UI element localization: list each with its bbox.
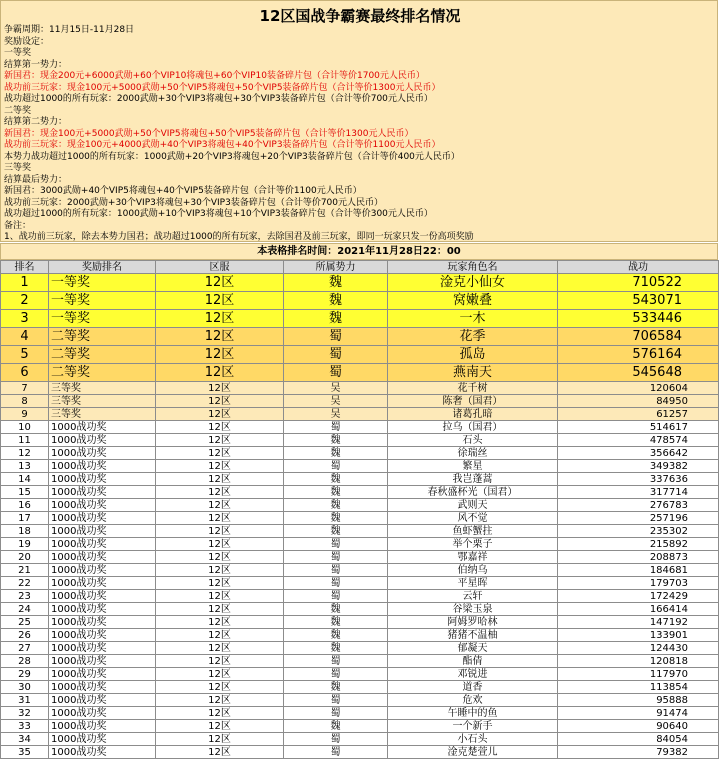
faction-cell: 魏 [284, 310, 388, 328]
award-cell: 1000战功奖 [49, 746, 156, 759]
faction-cell: 魏 [284, 473, 388, 486]
merit-cell: 257196 [558, 512, 719, 525]
award-cell: 1000战功奖 [49, 590, 156, 603]
table-row [1, 720, 719, 733]
table-row [1, 512, 719, 525]
table-row [1, 274, 719, 292]
faction-cell: 魏 [284, 603, 388, 616]
server-cell: 12区 [156, 720, 284, 733]
merit-cell: 533446 [558, 310, 719, 328]
merit-cell: 133901 [558, 629, 719, 642]
player-cell: 一个新手 [388, 720, 558, 733]
rank-cell: 35 [1, 746, 49, 759]
award-cell: 1000战功奖 [49, 720, 156, 733]
ranking-time-banner: 本表格排名时间：2021年11月28日22：00 [0, 243, 718, 260]
award-cell: 1000战功奖 [49, 499, 156, 512]
server-cell: 12区 [156, 668, 284, 681]
server-cell: 12区 [156, 408, 284, 421]
header-server: 区服 [156, 261, 284, 274]
rank-cell: 32 [1, 707, 49, 720]
award-cell: 1000战功奖 [49, 694, 156, 707]
ranking-table [0, 260, 719, 759]
award-cell: 1000战功奖 [49, 733, 156, 746]
rank-cell: 19 [1, 538, 49, 551]
player-cell: 诸葛孔暗 [388, 408, 558, 421]
award-cell: 1000战功奖 [49, 460, 156, 473]
player-cell: 我岂蓬蒿 [388, 473, 558, 486]
server-cell: 12区 [156, 746, 284, 759]
merit-cell: 349382 [558, 460, 719, 473]
faction-cell: 魏 [284, 616, 388, 629]
header-faction: 所属势力 [284, 261, 388, 274]
table-row [1, 382, 719, 395]
header-player: 玩家角色名 [388, 261, 558, 274]
merit-cell: 235302 [558, 525, 719, 538]
server-cell: 12区 [156, 525, 284, 538]
server-cell: 12区 [156, 681, 284, 694]
merit-cell: 166414 [558, 603, 719, 616]
merit-cell: 79382 [558, 746, 719, 759]
rank-cell: 10 [1, 421, 49, 434]
server-cell: 12区 [156, 395, 284, 408]
player-cell: 风不觉 [388, 512, 558, 525]
rank-cell: 27 [1, 642, 49, 655]
table-row [1, 694, 719, 707]
award-cell: 1000战功奖 [49, 551, 156, 564]
award-cell: 一等奖 [49, 310, 156, 328]
award-cell: 三等奖 [49, 382, 156, 395]
server-cell: 12区 [156, 655, 284, 668]
player-cell: 拉乌（国君） [388, 421, 558, 434]
merit-cell: 84054 [558, 733, 719, 746]
player-cell: 淦克楚萱儿 [388, 746, 558, 759]
player-cell: 花千树 [388, 382, 558, 395]
player-cell: 午睡中的鱼 [388, 707, 558, 720]
rank-cell: 33 [1, 720, 49, 733]
award-cell: 三等奖 [49, 408, 156, 421]
rank-cell: 26 [1, 629, 49, 642]
header-merit: 战功 [558, 261, 719, 274]
merit-cell: 478574 [558, 434, 719, 447]
faction-cell: 蜀 [284, 460, 388, 473]
player-cell: 鱼虾蟹拄 [388, 525, 558, 538]
faction-cell: 蜀 [284, 590, 388, 603]
merit-cell: 337636 [558, 473, 719, 486]
award-cell: 1000战功奖 [49, 668, 156, 681]
merit-cell: 215892 [558, 538, 719, 551]
rank-cell: 30 [1, 681, 49, 694]
info-line: 结算第一势力： [4, 59, 68, 70]
server-cell: 12区 [156, 603, 284, 616]
faction-cell: 蜀 [284, 707, 388, 720]
table-row [1, 577, 719, 590]
player-cell: 举个栗子 [388, 538, 558, 551]
award-cell: 1000战功奖 [49, 577, 156, 590]
info-line: 争霸周期：11月15日-11月28日 [4, 25, 135, 35]
rank-cell: 21 [1, 564, 49, 577]
rank-cell: 12 [1, 447, 49, 460]
info-line: 战功前三玩家：2000武勋+30个VIP3将魂包+30个VIP3装备碎片包（合计等价700元人民币） [4, 197, 383, 208]
table-row [1, 473, 719, 486]
faction-cell: 蜀 [284, 551, 388, 564]
player-cell: 窝嫩叠 [388, 292, 558, 310]
info-line: 战功前三玩家：现金100元+4000武勋+40个VIP3将魂包+40个VIP3装备碎片包（合计等价1100元人民币） [4, 140, 441, 150]
merit-cell: 90640 [558, 720, 719, 733]
table-row [1, 616, 719, 629]
faction-cell: 吴 [284, 395, 388, 408]
table-row [1, 292, 719, 310]
merit-cell: 120604 [558, 382, 719, 395]
server-cell: 12区 [156, 310, 284, 328]
faction-cell: 魏 [284, 525, 388, 538]
info-line: 战功超过1000的所有玩家：2000武勋+30个VIP3将魂包+30个VIP3装备碎片包（合计等价700元人民币） [4, 94, 433, 104]
table-row [1, 310, 719, 328]
rank-cell: 11 [1, 434, 49, 447]
faction-cell: 蜀 [284, 655, 388, 668]
award-cell: 1000战功奖 [49, 434, 156, 447]
award-cell: 1000战功奖 [49, 707, 156, 720]
faction-cell: 魏 [284, 447, 388, 460]
merit-cell: 706584 [558, 328, 719, 346]
player-cell: 猪猪不温柚 [388, 629, 558, 642]
award-cell: 1000战功奖 [49, 564, 156, 577]
merit-cell: 91474 [558, 707, 719, 720]
info-line: 二等奖 [4, 105, 32, 116]
table-row [1, 538, 719, 551]
server-cell: 12区 [156, 328, 284, 346]
merit-cell: 84950 [558, 395, 719, 408]
table-row [1, 603, 719, 616]
award-cell: 一等奖 [49, 292, 156, 310]
rank-cell: 9 [1, 408, 49, 421]
merit-cell: 179703 [558, 577, 719, 590]
merit-cell: 117970 [558, 668, 719, 681]
info-line: 结算最后势力： [4, 174, 68, 185]
player-cell: 谷梁玉泉 [388, 603, 558, 616]
award-cell: 1000战功奖 [49, 486, 156, 499]
table-row [1, 328, 719, 346]
merit-cell: 147192 [558, 616, 719, 629]
server-cell: 12区 [156, 292, 284, 310]
merit-cell: 356642 [558, 447, 719, 460]
info-line: 本势力战功超过1000的所有玩家：1000武勋+20个VIP3将魂包+20个VIP3装备碎片包（合计等价400元人民币） [4, 151, 460, 162]
table-row [1, 346, 719, 364]
merit-cell: 184681 [558, 564, 719, 577]
player-cell: 徐瑞丝 [388, 447, 558, 460]
table-row [1, 460, 719, 473]
info-line: 新国君：现金100元+5000武勋+50个VIP5将魂包+50个VIP5装备碎片包（合计等价1300元人民币） [4, 128, 414, 139]
faction-cell: 蜀 [284, 577, 388, 590]
server-cell: 12区 [156, 642, 284, 655]
merit-cell: 120818 [558, 655, 719, 668]
info-line: 奖励设定： [4, 36, 50, 47]
merit-cell: 113854 [558, 681, 719, 694]
table-row [1, 746, 719, 759]
player-cell: 云轩 [388, 590, 558, 603]
table-row [1, 434, 719, 447]
server-cell: 12区 [156, 434, 284, 447]
server-cell: 12区 [156, 551, 284, 564]
server-cell: 12区 [156, 447, 284, 460]
faction-cell: 魏 [284, 512, 388, 525]
rank-cell: 28 [1, 655, 49, 668]
server-cell: 12区 [156, 346, 284, 364]
faction-cell: 蜀 [284, 328, 388, 346]
award-cell: 1000战功奖 [49, 616, 156, 629]
award-cell: 1000战功奖 [49, 655, 156, 668]
faction-cell: 蜀 [284, 668, 388, 681]
rank-cell: 16 [1, 499, 49, 512]
rank-cell: 24 [1, 603, 49, 616]
player-cell: 淦克小仙女 [388, 274, 558, 292]
table-row [1, 590, 719, 603]
rank-cell: 13 [1, 460, 49, 473]
faction-cell: 魏 [284, 499, 388, 512]
table-row [1, 421, 719, 434]
rank-cell: 2 [1, 292, 49, 310]
player-cell: 一木 [388, 310, 558, 328]
server-cell: 12区 [156, 512, 284, 525]
rank-cell: 31 [1, 694, 49, 707]
faction-cell: 蜀 [284, 564, 388, 577]
table-row [1, 655, 719, 668]
faction-cell: 魏 [284, 434, 388, 447]
faction-cell: 蜀 [284, 421, 388, 434]
player-cell: 危欢 [388, 694, 558, 707]
player-cell: 阿姆罗哈林 [388, 616, 558, 629]
table-row [1, 486, 719, 499]
server-cell: 12区 [156, 274, 284, 292]
rank-cell: 20 [1, 551, 49, 564]
table-row [1, 447, 719, 460]
award-cell: 1000战功奖 [49, 629, 156, 642]
award-cell: 1000战功奖 [49, 525, 156, 538]
player-cell: 平星晖 [388, 577, 558, 590]
player-cell: 春秋盛杯光（国君） [388, 486, 558, 499]
merit-cell: 576164 [558, 346, 719, 364]
player-cell: 郁凝天 [388, 642, 558, 655]
merit-cell: 95888 [558, 694, 719, 707]
rank-cell: 6 [1, 364, 49, 382]
award-cell: 1000战功奖 [49, 473, 156, 486]
merit-cell: 317714 [558, 486, 719, 499]
server-cell: 12区 [156, 473, 284, 486]
player-cell: 孤岛 [388, 346, 558, 364]
faction-cell: 魏 [284, 292, 388, 310]
rank-cell: 22 [1, 577, 49, 590]
merit-cell: 61257 [558, 408, 719, 421]
server-cell: 12区 [156, 707, 284, 720]
table-row [1, 707, 719, 720]
merit-cell: 172429 [558, 590, 719, 603]
faction-cell: 吴 [284, 382, 388, 395]
table-row [1, 629, 719, 642]
player-cell: 小石头 [388, 733, 558, 746]
player-cell: 武则天 [388, 499, 558, 512]
info-line: 三等奖 [4, 163, 32, 173]
award-cell: 1000战功奖 [49, 421, 156, 434]
award-cell: 1000战功奖 [49, 512, 156, 525]
faction-cell: 吴 [284, 408, 388, 421]
rank-cell: 1 [1, 274, 49, 292]
rank-cell: 7 [1, 382, 49, 395]
faction-cell: 魏 [284, 629, 388, 642]
rank-cell: 8 [1, 395, 49, 408]
info-line: 备注： [4, 220, 32, 231]
award-cell: 1000战功奖 [49, 447, 156, 460]
table-row [1, 551, 719, 564]
award-cell: 一等奖 [49, 274, 156, 292]
player-cell: 石头 [388, 434, 558, 447]
player-cell: 燕南天 [388, 364, 558, 382]
player-cell: 繁星 [388, 460, 558, 473]
faction-cell: 蜀 [284, 538, 388, 551]
header-award: 奖励排名 [49, 261, 156, 274]
info-line: 新国君：3000武勋+40个VIP5将魂包+40个VIP5装备碎片包（合计等价1100元人民币） [4, 186, 362, 196]
faction-cell: 蜀 [284, 364, 388, 382]
rank-cell: 5 [1, 346, 49, 364]
faction-cell: 蜀 [284, 733, 388, 746]
faction-cell: 魏 [284, 486, 388, 499]
server-cell: 12区 [156, 577, 284, 590]
server-cell: 12区 [156, 629, 284, 642]
award-cell: 1000战功奖 [49, 642, 156, 655]
table-row [1, 681, 719, 694]
table-row [1, 668, 719, 681]
table-row [1, 499, 719, 512]
rank-cell: 14 [1, 473, 49, 486]
rank-cell: 15 [1, 486, 49, 499]
merit-cell: 276783 [558, 499, 719, 512]
server-cell: 12区 [156, 364, 284, 382]
server-cell: 12区 [156, 538, 284, 551]
player-cell: 花季 [388, 328, 558, 346]
player-cell: 鄂嘉祥 [388, 551, 558, 564]
award-cell: 二等奖 [49, 328, 156, 346]
table-row [1, 395, 719, 408]
faction-cell: 魏 [284, 642, 388, 655]
rank-cell: 18 [1, 525, 49, 538]
server-cell: 12区 [156, 382, 284, 395]
server-cell: 12区 [156, 564, 284, 577]
award-cell: 1000战功奖 [49, 538, 156, 551]
info-line: 新国君：现金200元+6000武勋+60个VIP10将魂包+60个VIP10装备碎片包（合计等价1700元人民币） [4, 71, 425, 81]
server-cell: 12区 [156, 460, 284, 473]
award-info-panel [0, 0, 718, 242]
rank-cell: 34 [1, 733, 49, 746]
merit-cell: 124430 [558, 642, 719, 655]
award-cell: 二等奖 [49, 346, 156, 364]
player-cell: 邓锐进 [388, 668, 558, 681]
rank-cell: 4 [1, 328, 49, 346]
page-title: 12区国战争霸赛最终排名情况 [259, 7, 461, 25]
rank-cell: 23 [1, 590, 49, 603]
server-cell: 12区 [156, 733, 284, 746]
faction-cell: 魏 [284, 681, 388, 694]
merit-cell: 514617 [558, 421, 719, 434]
merit-cell: 543071 [558, 292, 719, 310]
info-line: 1、战功前三玩家，除去本势力国君；战功超过1000的所有玩家，去除国君及前三玩家，即同一玩家只发一份高项奖励 [4, 232, 474, 242]
rank-cell: 3 [1, 310, 49, 328]
table-row [1, 733, 719, 746]
rank-cell: 17 [1, 512, 49, 525]
player-cell: 陈奢（国君） [388, 395, 558, 408]
faction-cell: 魏 [284, 274, 388, 292]
server-cell: 12区 [156, 421, 284, 434]
merit-cell: 710522 [558, 274, 719, 292]
table-row [1, 364, 719, 382]
table-header-row [1, 261, 719, 274]
award-cell: 三等奖 [49, 395, 156, 408]
server-cell: 12区 [156, 616, 284, 629]
header-rank: 排名 [1, 261, 49, 274]
award-cell: 1000战功奖 [49, 681, 156, 694]
info-line: 一等奖 [4, 48, 32, 58]
rank-cell: 25 [1, 616, 49, 629]
player-cell: 酯倩 [388, 655, 558, 668]
info-line: 战功超过1000的所有玩家：1000武勋+10个VIP3将魂包+10个VIP3装备碎片包（合计等价300元人民币） [4, 209, 433, 219]
table-row [1, 525, 719, 538]
merit-cell: 545648 [558, 364, 719, 382]
faction-cell: 魏 [284, 720, 388, 733]
award-cell: 1000战功奖 [49, 603, 156, 616]
info-line: 结算第二势力： [4, 117, 68, 127]
table-row [1, 642, 719, 655]
faction-cell: 蜀 [284, 694, 388, 707]
table-row [1, 564, 719, 577]
award-cell: 二等奖 [49, 364, 156, 382]
player-cell: 伯纳乌 [388, 564, 558, 577]
faction-cell: 蜀 [284, 346, 388, 364]
server-cell: 12区 [156, 499, 284, 512]
rank-cell: 29 [1, 668, 49, 681]
info-line: 战功前三玩家：现金100元+5000武勋+50个VIP5将魂包+50个VIP5装备碎片包（合计等价1300元人民币） [4, 82, 441, 93]
player-cell: 道香 [388, 681, 558, 694]
table-row [1, 408, 719, 421]
server-cell: 12区 [156, 694, 284, 707]
merit-cell: 208873 [558, 551, 719, 564]
faction-cell: 蜀 [284, 746, 388, 759]
server-cell: 12区 [156, 486, 284, 499]
server-cell: 12区 [156, 590, 284, 603]
